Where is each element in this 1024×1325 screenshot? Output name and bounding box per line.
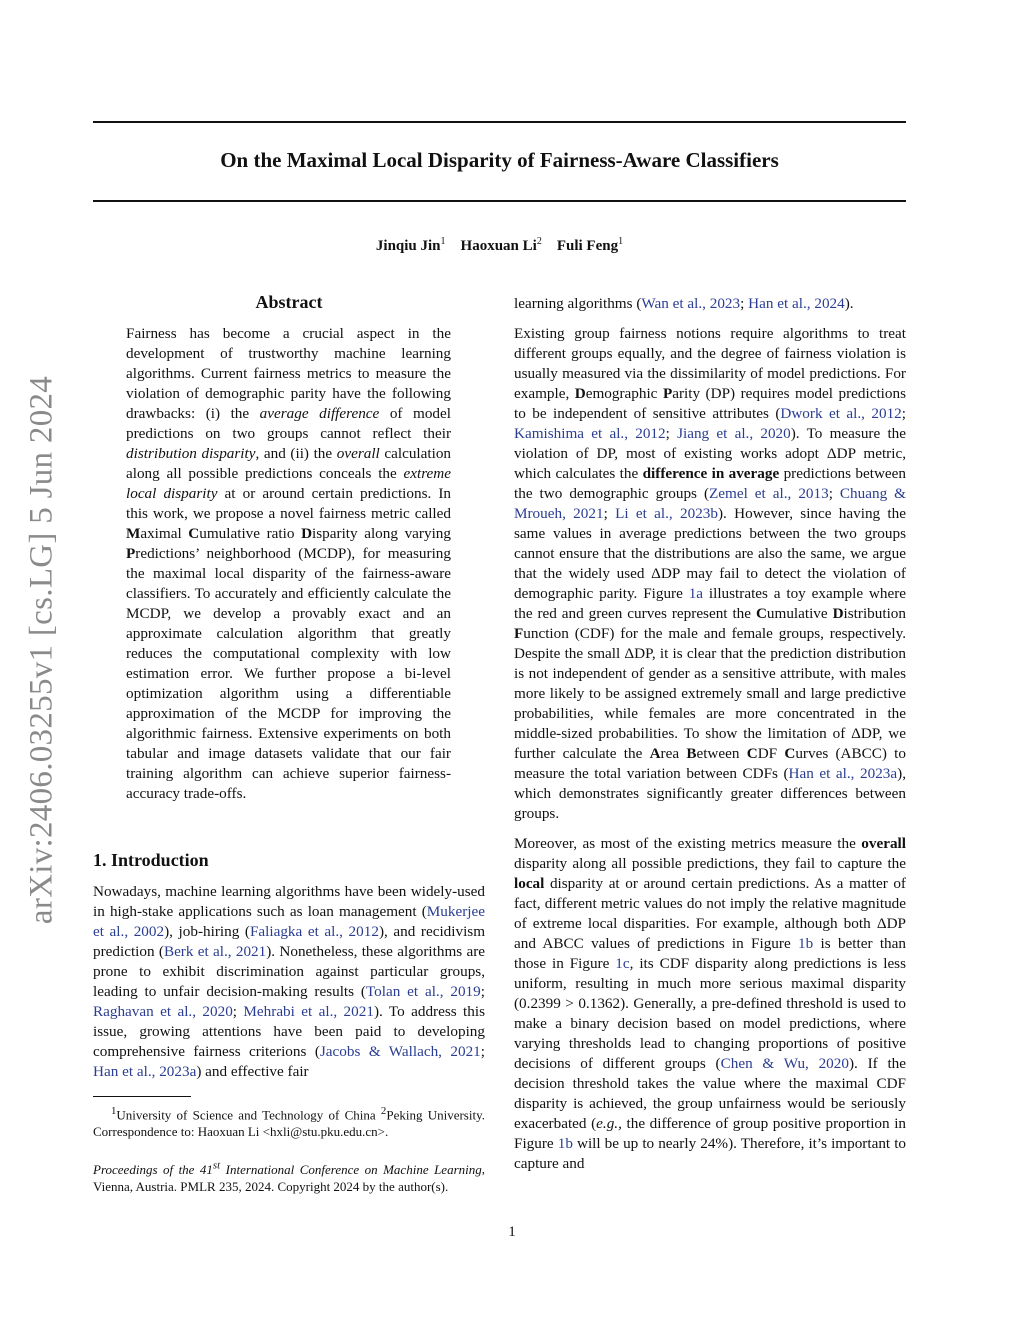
right-column — [514, 294, 906, 1174]
body-paragraph: learning algorithms (Wan et al., 2023; Han et al., 2024). — [514, 295, 854, 312]
page-number: 1 — [508, 1224, 516, 1240]
top-rule — [93, 121, 906, 123]
title-bottom-rule — [93, 200, 906, 202]
abstract-text: Fairness has become a crucial aspect in the development of trustworthy machine learning algorithms. Current fairness metrics to measure the violation of demographic parity have the following drawbacks: (i) the average difference of model predictions on two groups cannot reflect their distribution disparity, and (ii) the overall calculation along all possible predictions conceals the extreme local disparity at or around certain predictions. In this work, we propose a novel fairness metric called Maximal Cumulative ratio Disparity along varying Predictions’ neighborhood (MCDP), for measuring the maximal local disparity of the fairness-aware classifiers. To accurately and efficiently calculate the MCDP, we develop a provably exact and an approximate calculation algorithm that greatly reduces the computational complexity with low estimation error. We further propose a bi-level optimization algorithm using a differentiable approximation of the MCDP for improving the algorithmic fairness. Extensive experiments on both tabular and image datasets validate that our fair training algorithm can achieve superior fairness-accuracy trade-offs. — [126, 325, 452, 802]
body-paragraph: Existing group fairness notions require algorithms to treat different groups equally, and the degree of fairness violation is usually measured via the dissimilarity of model predictions. For example, Demographic Parity (DP) requires model predictions to be independent of sensitive attributes (Dwork et al., 2012; Kamishima et al., 2012; Jiang et al., 2020). To measure the violation of DP, most of existing works adopt ΔDP metric, which calculates the difference in average predictions between the two demographic groups (Zemel et al., 2013; Chuang & Mroueh, 2021; Li et al., 2023b). However, since having the same values in average predictions between the two groups cannot ensure that the distributions are also the same, we argue that the widely used ΔDP may fail to detect the violation of demographic parity. Figure 1a illustrates a toy example where the red and green curves represent the Cumulative Distribution Function (CDF) for the male and female groups, respectively. Despite the small ΔDP, it is clear that the prediction distribution is not independent of gender as a sensitive attribute, with males more likely to be assigned extremely small and large predictive probabilities, while females are more concentrated in the middle-sized probabilities. To show the limitation of ΔDP, we further calculate the Area Between CDF Curves (ABCC) to measure the total variation between CDFs (Han et al., 2023a), which demonstrates significantly greater differences between groups. — [514, 325, 906, 822]
author-name: Jinqiu Jin — [375, 238, 441, 254]
arxiv-identifier: arXiv:2406.03255v1 [cs.LG] 5 Jun 2024 — [23, 375, 60, 925]
author-affiliation: 2 — [536, 236, 542, 247]
author-affiliation: 1 — [618, 236, 624, 247]
body-paragraph: Moreover, as most of the existing metrics measure the overall disparity along all possible predictions, they fail to capture the local disparity at or around certain predictions. As a matter of fact, different metric values do not imply the relative magnitude of extreme local disparities. For example, although both ΔDP and ABCC values of predictions in Figure 1b is better than those in Figure 1c, its CDF disparity along predictions is less uniform, resulting in much more serious maximal disparity (0.2399 > 0.1362). Generally, a pre-defined threshold is used to make a binary decision based on model predictions, where varying thresholds lead to changing proportions of positive decisions of different groups (Chen & Wu, 2020). If the decision threshold takes the value where the maximal CDF disparity is achieved, the group unfairness would be seriously exacerbated (e.g., the difference of group positive proportion in Figure 1b will be up to nearly 24%). Therefore, it’s important to capture and — [514, 835, 907, 1172]
introduction-paragraph: Nowadays, machine learning algorithms have been widely-used in high-stake applications such as loan management (Mukerjee et al., 2002), job-hiring (Faliagka et al., 2012), and recidivism prediction (Berk et al., 2021). Nonetheless, these algorithms are prone to exhibit discrimination against particular groups, leading to unfair decision-making results (Tolan et al., 2019; Raghavan et al., 2020; Mehrabi et al., 2021). To address this issue, growing attentions have been paid to developing comprehensive fairness criterions (Jacobs & Wallach, 2021; Han et al., 2023a) and effective fair — [93, 883, 486, 1080]
left-column — [93, 292, 485, 1195]
author-name: Fuli Feng — [556, 238, 619, 254]
author-name: Haoxuan Li — [460, 238, 537, 254]
introduction-heading: 1. Introduction — [93, 850, 209, 870]
abstract-heading: Abstract — [255, 292, 323, 312]
proceedings-note: Proceedings of the 41st International Conference on Machine Learning, Vienna, Austria. PMLR 235, 2024. Copyright 2024 by the author(s). — [93, 1159, 485, 1194]
footnote-rule — [93, 1096, 191, 1097]
affiliation-footnote: $^1$University of Science and Technology of China $^2$Peking University. Correspondence to: Haoxuan Li <hxli@stu.pku.edu.cn>. — [93, 1105, 485, 1140]
author-affiliation: 1 — [440, 236, 446, 247]
author-list — [93, 236, 906, 255]
paper-title: On the Maximal Local Disparity of Fairness-Aware Classifiers — [220, 148, 779, 172]
